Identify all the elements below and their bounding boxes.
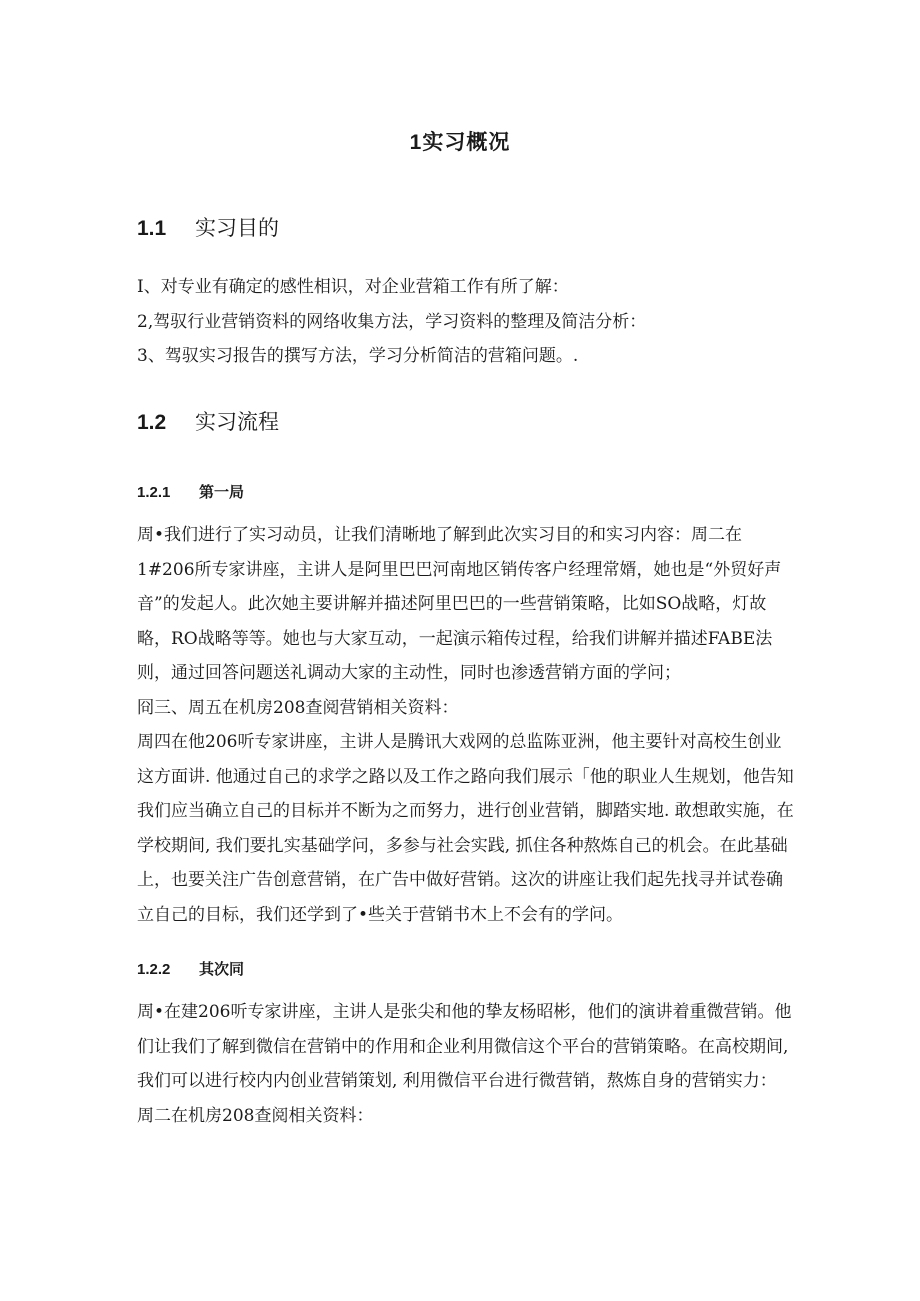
paragraph-line: 3、驾驭实习报告的撰写方法，学习分析简洁的营箱问题。. (137, 346, 579, 366)
paragraph-line: 音”的发起人。此次她主要讲解并描述阿里巴巴的一些营销策略，比如SO战略，灯故 (137, 594, 767, 614)
section-title: 实习流程 (195, 411, 279, 434)
paragraph-line: 我们可以进行校内内创业营销策划, 利用微信平台进行微营销，熬炼自身的营销实力： (137, 1071, 777, 1091)
paragraph-line: 则，通过回答问题送礼调动大家的主动性，同时也渗透营销方面的学问； (137, 663, 681, 683)
paragraph-line: 上，也要关注广告创意营销，在广告中做好营销。这次的讲座让我们起先找寻并试卷确 (137, 870, 783, 890)
paragraph-line: 们让我们了解到微信在营销中的作用和企业利用微信这个平台的营销策略。在高校期间, (137, 1036, 789, 1057)
paragraph-line: 我们应当确立自己的目标并不断为之而努力，进行创业营销，脚踏实地. 敢想敢实施，在 (137, 801, 794, 821)
subsection-heading-1-2-2 (137, 958, 244, 979)
subsection-heading-1-2-1 (137, 481, 244, 502)
section-number: 1.1 (137, 217, 167, 240)
paragraph-line: 这方面讲. 他通过自己的求学之路以及工作之路向我们展示「他的职业人生规划，他告知 (137, 766, 794, 787)
section-1-1-body (137, 270, 787, 374)
paragraph-line: 学校期间, 我们要扎实基础学问，多参与社会实践, 抓住各种熬炼自己的机会。在此基础 (137, 835, 788, 856)
section-heading-1-1 (137, 212, 279, 242)
paragraph-line: 略，RO战略等等。她也与大家互动，一起演示箱传过程，给我们讲解并描述FABE法 (137, 628, 773, 649)
subsection-title: 其次同 (199, 961, 245, 978)
section-title: 实习目的 (195, 217, 279, 240)
subsection-title: 第一局 (199, 484, 245, 501)
paragraph-line: 立自己的目标，我们还学到了•些关于营销书木上不会有的学问。 (137, 904, 624, 925)
paragraph-line: 周•我们进行了实习动员，让我们清晰地了解到此次实习目的和实习内容：周二在 (137, 525, 743, 545)
paragraph-line: 周•在建206听专家讲座，主讲人是张尖和他的挚友杨昭彬，他们的演讲着重微营销。他 (137, 1002, 792, 1022)
paragraph-line: 2,驾驭行业营销资料的网络收集方法，学习资料的整理及简洁分析： (137, 311, 647, 332)
section-heading-1-2 (137, 406, 279, 436)
subsection-number: 1.2.1 (137, 484, 171, 501)
document-title: 1实习概况 (409, 131, 511, 154)
paragraph-line: 冏三、周五在机房208查阅营销相关资料： (137, 697, 459, 718)
paragraph-line: I、对专业有确定的感性相识，对企业营箱工作有所了解： (137, 277, 569, 297)
subsection-number: 1.2.2 (137, 961, 171, 978)
paragraph-line: 周四在他206听专家讲座，主讲人是腾讯大戏网的总监陈亚洲，他主要针对高校生创业 (137, 732, 782, 752)
paragraph-line: 周二在机房208查阅相关资料： (137, 1105, 374, 1126)
subsection-1-2-2-body (137, 995, 792, 1133)
subsection-1-2-1-body (137, 518, 794, 932)
paragraph-line: 1#206所专家讲座，主讲人是阿里巴巴河南地区销传客户经理常婿，她也是“外贸好声 (137, 559, 782, 580)
section-number: 1.2 (137, 411, 167, 434)
